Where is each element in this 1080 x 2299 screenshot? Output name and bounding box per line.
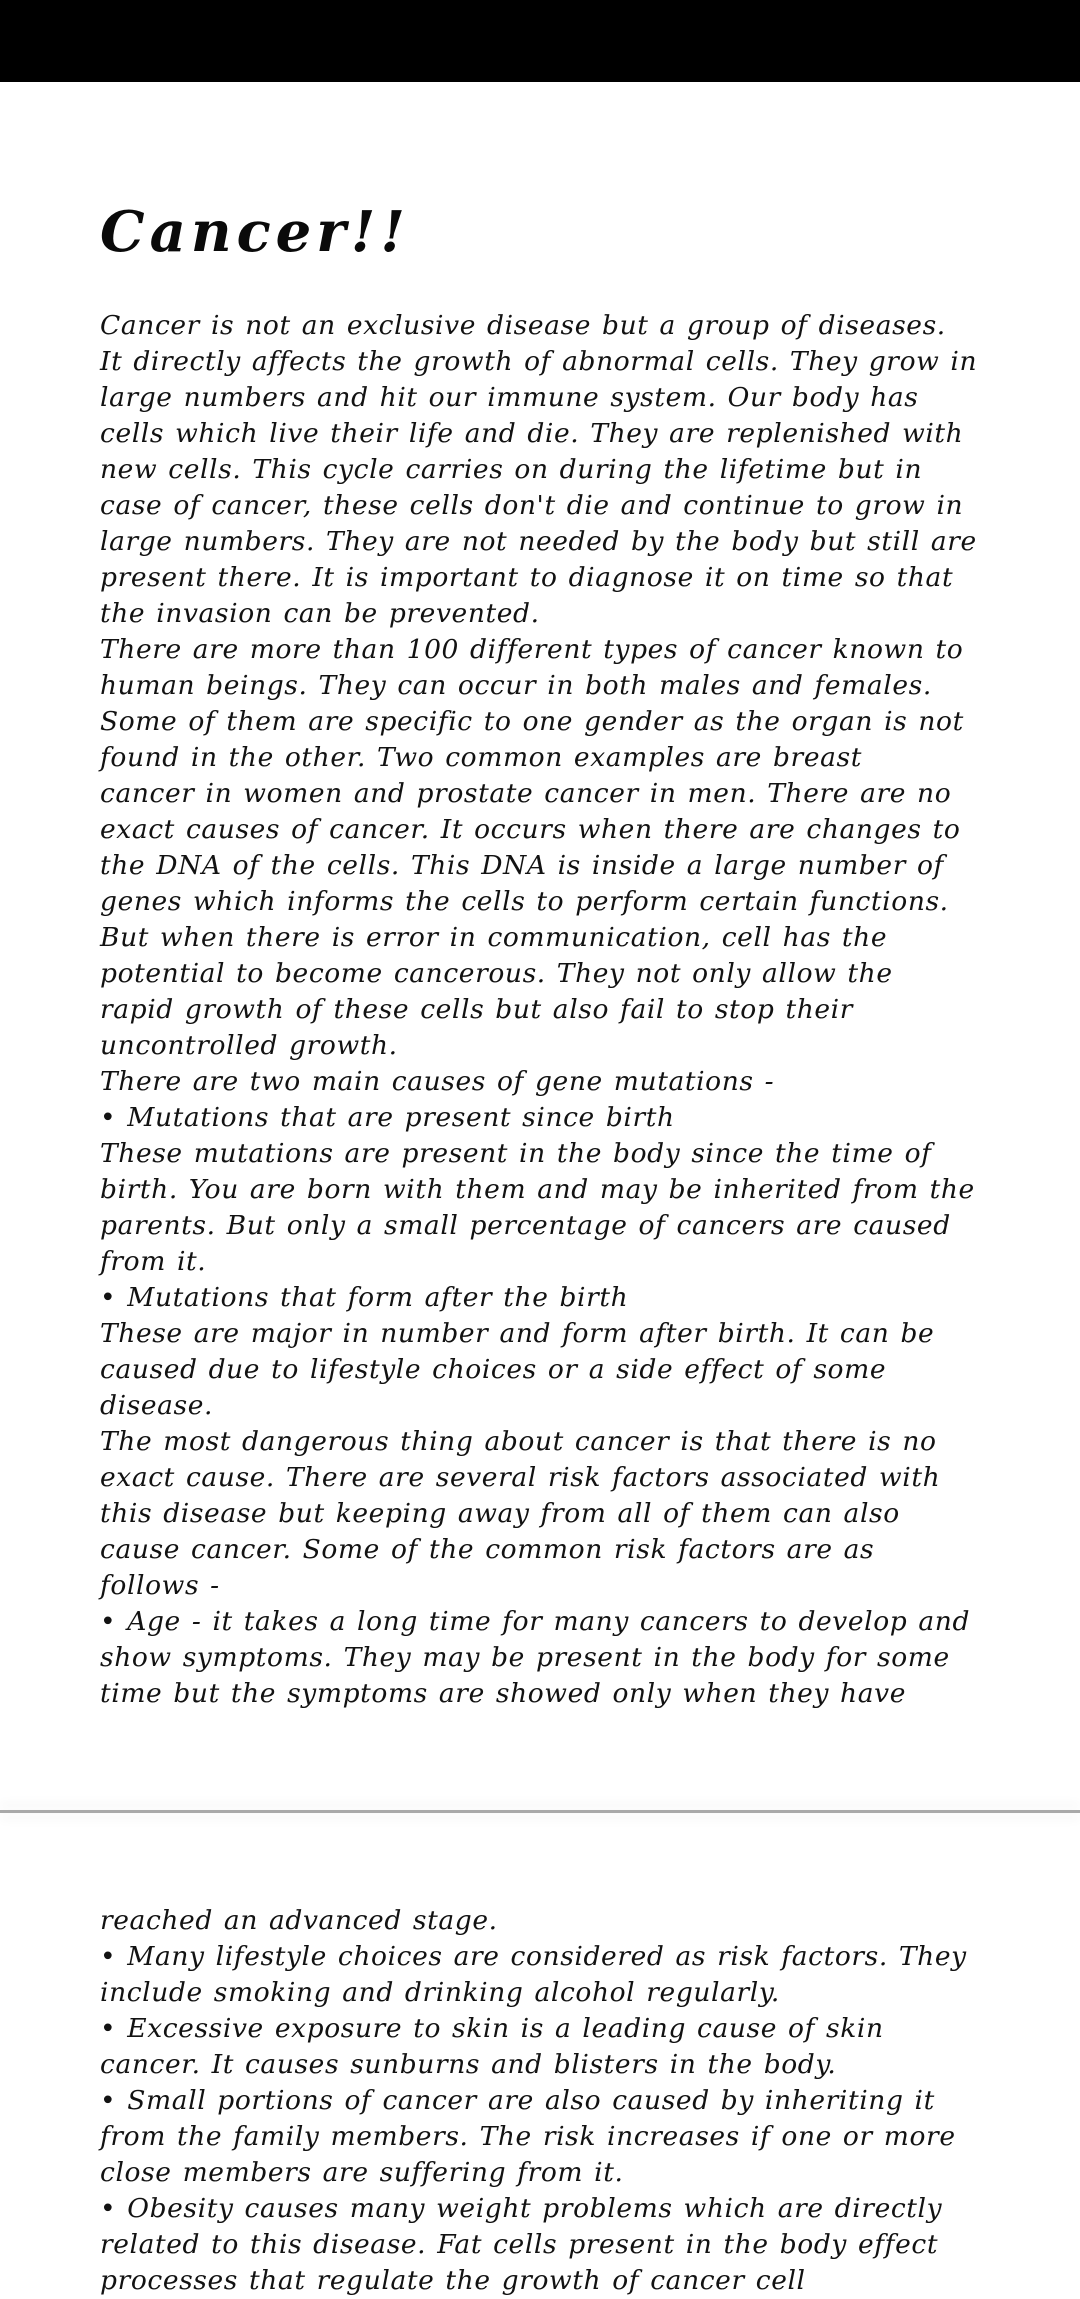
document-title: Cancer!! bbox=[100, 199, 410, 265]
text-line: cancer. It causes sunburns and blisters in the body. bbox=[100, 2049, 837, 2080]
text-line: uncontrolled growth. bbox=[100, 1030, 398, 1061]
text-line: time but the symptoms are showed only when they have bbox=[100, 1678, 906, 1709]
text-line: from it. bbox=[100, 1246, 207, 1277]
text-line: large numbers and hit our immune system. Our body has bbox=[100, 382, 919, 413]
text-line: found in the other. Two common examples are breast bbox=[100, 742, 862, 773]
text-line: The most dangerous thing about cancer is that there is no bbox=[100, 1426, 937, 1457]
text-line: from the family members. The risk increases if one or more bbox=[100, 2121, 956, 2152]
text-line: genes which informs the cells to perform certain functions. bbox=[100, 886, 949, 917]
text-line: case of cancer, these cells don't die and continue to grow in bbox=[100, 490, 964, 521]
text-line: • Mutations that form after the birth bbox=[100, 1282, 629, 1313]
text-line: the invasion can be prevented. bbox=[100, 598, 540, 629]
text-line: cancer in women and prostate cancer in men. There are no bbox=[100, 778, 952, 809]
text-line: cause cancer. Some of the common risk factors are as bbox=[100, 1534, 875, 1565]
page-2-body-text bbox=[100, 1903, 1030, 2299]
text-line: potential to become cancerous. They not only allow the bbox=[100, 958, 893, 989]
text-line: reached an advanced stage. bbox=[100, 1905, 498, 1936]
text-line: But when there is error in communication, cell has the bbox=[100, 922, 888, 953]
text-line: new cells. This cycle carries on during the lifetime but in bbox=[100, 454, 923, 485]
page-break-divider bbox=[0, 1810, 1080, 1813]
text-line: birth. You are born with them and may be inherited from the bbox=[100, 1174, 975, 1205]
status-bar bbox=[0, 0, 1080, 82]
document-viewer[interactable] bbox=[0, 82, 1080, 2296]
text-line: • Obesity causes many weight problems which are directly bbox=[100, 2193, 943, 2224]
text-line: the DNA of the cells. This DNA is inside a large number of bbox=[100, 850, 944, 881]
document-page-1 bbox=[0, 82, 1080, 1810]
text-line: exact cause. There are several risk factors associated with bbox=[100, 1462, 941, 1493]
text-line: These are major in number and form after birth. It can be bbox=[100, 1318, 935, 1349]
text-line: this disease but keeping away from all of them can also bbox=[100, 1498, 900, 1529]
text-line: related to this disease. Fat cells present in the body effect bbox=[100, 2229, 939, 2260]
text-line: exact causes of cancer. It occurs when there are changes to bbox=[100, 814, 961, 845]
text-line: • Age - it takes a long time for many cancers to develop and bbox=[100, 1606, 971, 1637]
text-line: processes that regulate the growth of cancer cell bbox=[100, 2265, 806, 2296]
text-line: rapid growth of these cells but also fail to stop their bbox=[100, 994, 853, 1025]
text-line: disease. bbox=[100, 1390, 214, 1421]
text-line: • Excessive exposure to skin is a leading cause of skin bbox=[100, 2013, 884, 2044]
text-line: Some of them are specific to one gender as the organ is not bbox=[100, 706, 964, 737]
text-line: • Many lifestyle choices are considered as risk factors. They bbox=[100, 1941, 967, 1972]
text-line: These mutations are present in the body since the time of bbox=[100, 1138, 932, 1169]
document-page-2 bbox=[0, 1813, 1080, 2296]
text-line: caused due to lifestyle choices or a side effect of some bbox=[100, 1354, 887, 1385]
text-line: follows - bbox=[100, 1570, 220, 1601]
text-line: It directly affects the growth of abnormal cells. They grow in bbox=[100, 346, 978, 377]
page-1-body-text bbox=[100, 308, 1030, 1712]
text-line: cells which live their life and die. They are replenished with bbox=[100, 418, 964, 449]
text-line: large numbers. They are not needed by the body but still are bbox=[100, 526, 977, 557]
text-line: parents. But only a small percentage of cancers are caused bbox=[100, 1210, 951, 1241]
text-line: • Small portions of cancer are also caused by inheriting it bbox=[100, 2085, 935, 2116]
text-line: human beings. They can occur in both males and females. bbox=[100, 670, 932, 701]
text-line: There are more than 100 different types of cancer known to bbox=[100, 634, 964, 665]
text-line: • Mutations that are present since birth bbox=[100, 1102, 675, 1133]
text-line: show symptoms. They may be present in the body for some bbox=[100, 1642, 950, 1673]
text-line: include smoking and drinking alcohol regularly. bbox=[100, 1977, 780, 2008]
text-line: close members are suffering from it. bbox=[100, 2157, 624, 2188]
text-line: present there. It is important to diagnose it on time so that bbox=[100, 562, 954, 593]
text-line: There are two main causes of gene mutations - bbox=[100, 1066, 775, 1097]
text-line: Cancer is not an exclusive disease but a group of diseases. bbox=[100, 310, 946, 341]
